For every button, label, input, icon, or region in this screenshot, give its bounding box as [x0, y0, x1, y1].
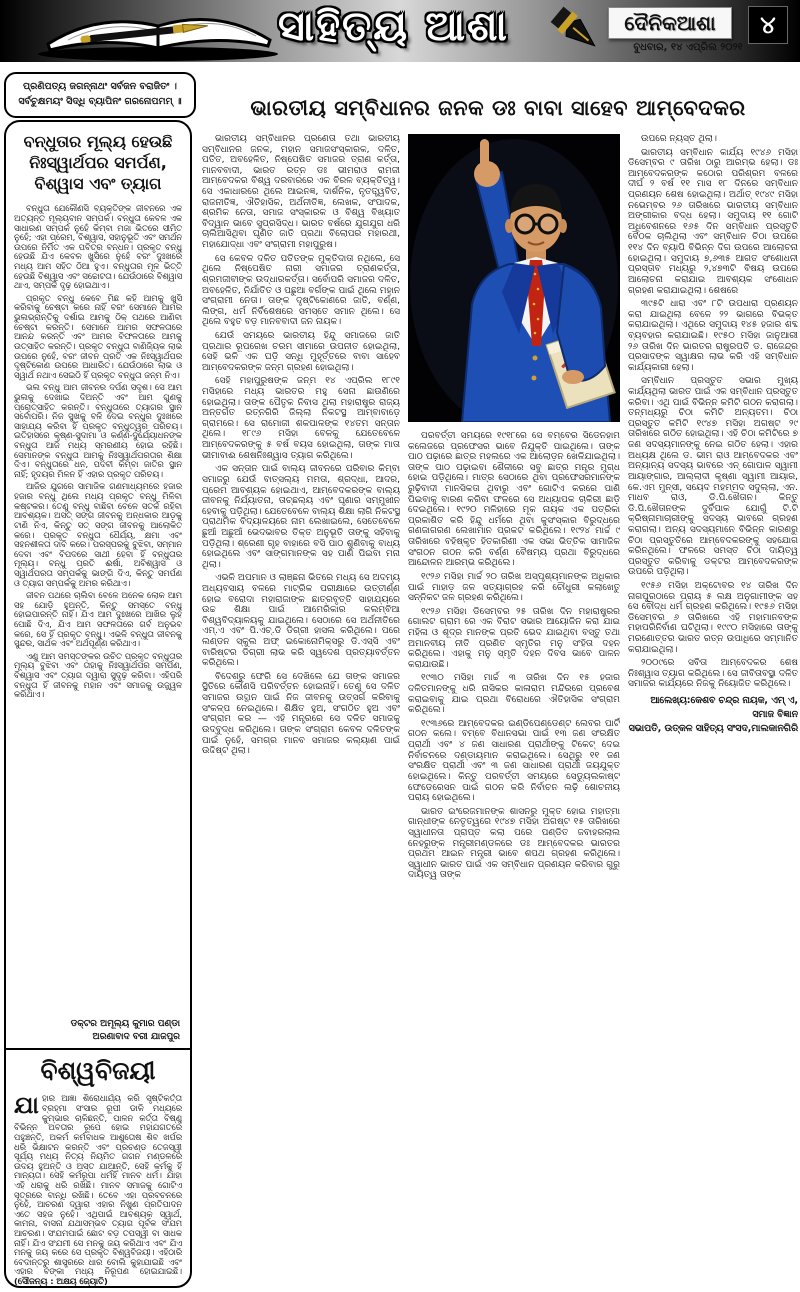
paragraph: ୧୯୨୬ ମସିହା ମାର୍ଚ୍ଚ ୨୦ ତାରିଖ ଅସ୍ପୃଶ୍ୟମାନଙ୍କ ଅଧିକାର ପାଇଁ ମାହାଡ଼ ଜଳ ସତ୍ୟାଗ୍ରହ କରି ଚୌଧୁରୀ କଲାଖେତୁ ସନ୍ନିକଟ ଜଳ ଗ୍ରହଣ କରିଥିଲେ।: [408, 571, 620, 604]
byline-author: ଆଲେଖ୍ୟ:କେଶବ ଚନ୍ଦ୍ର ନାୟକ, ଏମ୍ ଏ, ସମାଜ ବିଜ୍ଞାନ: [650, 695, 798, 721]
friendship-article-title: ବନ୍ଧୁତାର ମୂଲ୍ୟ ହେଉଛି ନିଃସ୍ୱାର୍ଥପର ସମର୍ପଣ, ବିଶ୍ୱାସ ଏବଂ ତ୍ୟାଗ: [23, 132, 173, 193]
paragraph: ଜୀବନ ପଥରେ ଚାଲିବା ବେଳେ ଅନେକ ଲୋକ ଆମ ସହ ଯୋଡ଼ି ହୁଅନ୍ତି, କିନ୍ତୁ ସମସ୍ତେ ବନ୍ଧୁ ହୋଇପାରନ୍ତି ନାହିଁ। ଯିଏ ଆମ ଦୁଃଖରେ ଆଖିର ଲୁହ ପୋଛି ଦିଏ, ଯିଏ ଆମ ସଫଳତାରେ ଗର୍ବ ଅନୁଭବ କରେ, ସେ ହିଁ ପ୍ରକୃତ ବନ୍ଧୁ। ଏଭଳି ବନ୍ଧୁତା ଜୀବନକୁ ସୁନ୍ଦର, ସାର୍ଥକ ଏବଂ ଅର୍ଥପୂର୍ଣ୍ଣ କରିଥାଏ।: [14, 590, 182, 649]
paragraph: ଏକ ସନ୍ତାନ ପାଇଁ ବାଲ୍ୟ ଜୀବନରେ ପରିବାର କିମ୍ବା ସମାଜରୁ ଯେଉଁ ବାତ୍ସଲ୍ୟ ମମତା, ଶ୍ରଦ୍ଧା, ଆଦର, ପ୍ରେମ ଆବଶ୍ୟକ ହୋଇଥାଏ, ଆମ୍ବେଦକରଙ୍କ ବାଲ୍ୟ ଜୀବନକୁ ନିର୍ଯ୍ୟାତନା, ତାଚ୍ଛଲ୍ୟ ଏବଂ ଘୃଣାର ସମ୍ମୁଖୀନ ହେବାକୁ ପଡ଼ିଥିଲା। ଯେତେବେଳେ ବାଲ୍ୟ ଶିକ୍ଷା ଲାଗି ନିକଟସ୍ଥ ପ୍ରାଥମିକ ବିଦ୍ୟାଳୟରେ ନାମ ଲେଖାଇଲେ, ସେତେବେଳେ ଛୁଆଁ ଅଛୁଆଁ ଭେଦଭାବର ତିକ୍ତ ଅନୁଭୂତି ତାଙ୍କୁ ସହିବାକୁ ପଡ଼ିଥିଲା। ଶ୍ରେଣୀ ଗୃହ ବାହାରେ ବସି ପାଠ ଶୁଣିବାକୁ ବାଧ୍ୟ ହୋଇଥିଲେ ଏବଂ ସାଙ୍ଗମାନଙ୍କ ସହ ପାଣି ପିଇବା ମନା ଥିଲା।: [202, 464, 400, 570]
invocation-verse-box: [4, 72, 196, 118]
vishwavijayi-text: ହାର ଆଜ୍ଞା ଶିରୋଧାର୍ଯ୍ୟ କରି ସୃଷ୍ଟିକର୍ତ୍ତା ବ୍ରହ୍ମା ସଂସାର ରୂପୀ ଡାଳି ମଧ୍ୟରେ କୁମ୍ଭାର ଚାଳିଛନ୍ତି, ପାଳନ କର୍ତ୍ତା ବିଷ୍ଣୁ ବିଭିନ୍ନ ଅବତାର ରୂପେ ହୋଇ ମହାଯଗତରେ ପହୁଞ୍ଚନ୍ତି, ଅକର୍ମ କର୍ମବାଧକ ଆଶୁତୋଷ ଶିବ ଖର୍ପର ଧରି ଭିକ୍ଷାଟନ କରନ୍ତି ଏବଂ ପ୍ରଚଣ୍ଡ ତେଜସ୍ୱୀ ସୂର୍ଯ୍ୟ ମଧ୍ୟ ନିତ୍ୟ ନିୟମିତ ଗଗନ ମଣ୍ଡଳରେ ଉଦୟ ହୁଅନ୍ତି ଓ ଅସ୍ତ ଯାଆନ୍ତି, ସେହି କର୍ମକୁ ହିଁ ମାନ୍ୟତା। ସେହି କର୍ମରୂପା ଧର୍ମହିଁ ମାନବ ଧର୍ମ। ଯାହା ଏହି ଧରାକୁ ଧରି ରଖିଛି। ମାନବ ସମାଜକୁ ଗୋଟିଏ ସୂତ୍ରରେ ବାନ୍ଧି ରଖିଛି। ତେବେ ଏହା ପ୍ରବଚନରେ ନୁହେଁ, ଆଚରଣ ଦ୍ୱାରା ଏହାର ନିଖୁଣ ପ୍ରତିପାଦନ ଏତେ ସହଜ ନୁହେଁ। ଏଥିପାଇଁ ଆବଶ୍ୟକ ସ୍ୱାର୍ଥ, କାମନା, ବାସନା ଯଥାସମ୍ଭବ ତ୍ୟାଗ ପୂର୍ବକ ସଂଯମ ଆଚରଣ। ସଂଯମପାଇଁ ଛୋଟ ବଡ଼ ତପସ୍ୱୀ ବା ସାଧକ ନାହିଁ। ଯିଏ ସଂଯମୀ ସେ ମନକୁ ଜୟ କରିଥାଏ ଏବଂ ଯିଏ ମନକୁ ଜୟ କରେ ସେ ପ୍ରକୃତ ବିଶ୍ୱବିଜୟୀ। ଏହିଠାରି ବେଦାନ୍ତରୁ ଶାସ୍ତ୍ରରେ ଧାର ବୋଲି କୁହାଯାଇଛି ଏବଂ ଏହାର ବଙ୍କା ମଧ୍ୟ ନିରୂପଣ ହୋଇଯାଇଛି।: [14, 1094, 182, 1277]
paragraph: ଯେଉଁ ସମୟରେ ଭାରତୀୟ ହିନ୍ଦୁ ସମାଜରେ ଜାତି ପ୍ରଥାର ରୂପରେଖ ଚରମ ସୀମାରେ ଉପନୀତ ହୋଇଥିଲା, ସେହି ଭଳି ଏକ ଘଡ଼ି ସନ୍ଧି ମୁହୂର୍ତ୍ତରେ ବାବା ସାହେବ ଆମ୍ବେଦକରଙ୍କ ଜନ୍ମ ଗ୍ରହଣ ହୋଇଥିଲା।: [202, 330, 400, 373]
article-column-1: [202, 134, 400, 1290]
drop-cap: ଯା: [14, 1094, 39, 1120]
vishwavijayi-body: [14, 1094, 182, 1288]
article-column-3: [628, 134, 798, 1290]
page-number: ୪: [748, 6, 788, 44]
paragraph: ଭଲ ବନ୍ଧୁ ଆମ ଜୀବନର ଦର୍ପଣ ସଦୃଶ। ସେ ଆମ ଭୁଲକୁ ଦେଖାଇ ଦିଅନ୍ତି ଏବଂ ଆମ ଗୁଣକୁ ପ୍ରୋତ୍ସାହିତ କରନ୍ତି। ବନ୍ଧୁତାରେ ତ୍ୟାଗର ସ୍ଥାନ ସର୍ବୋପରି। ନିଜ ସୁଖକୁ ବଳି ଦେଇ ବନ୍ଧୁର ଦୁଃଖରେ ସାହାଯ୍ୟ କରିବା ହିଁ ପ୍ରକୃତ ବନ୍ଧୁତ୍ୱର ପରିଚୟ। ଇତିହାସରେ କୃଷ୍ଣ-ସୁଦାମା ଓ କର୍ଣ୍ଣ-ଦୁର୍ଯ୍ୟୋଧନଙ୍କ ବନ୍ଧୁତା ଆଜି ମଧ୍ୟ ସ୍ମରଣୀୟ ହୋଇ ରହିଛି। ସେମାନଙ୍କ ବନ୍ଧୁତା ଆମକୁ ନିଃସ୍ୱାର୍ଥପରତାର ଶିକ୍ଷା ଦିଏ। ବନ୍ଧୁତାରେ ଧନ, ପଦବୀ କିମ୍ବା ଜାତିର ସ୍ଥାନ ନାହିଁ; ହୃଦୟର ମିଳନ ହିଁ ଏହାର ପ୍ରକୃତ ପରିଚୟ।: [14, 382, 182, 479]
edition-date: ବୁଧବାର, ୧୪ ଏପ୍ରିଲ ୨୦୨୧: [633, 42, 743, 53]
paragraph: ଉପରେ ନ୍ୟସ୍ତ ଥିଲା।: [641, 134, 717, 144]
vishwavijayi-title: ବିଶ୍ୱବିଜୟୀ: [40, 1056, 156, 1086]
paragraph: ପ୍ରକୃତ ବନ୍ଧୁ କେବେ ମିଛ କହି ଆମକୁ ଖୁସି କରିବାକୁ ଚେଷ୍ଟା କରେ ନାହିଁ ବରଂ ସେମାନେ ଆମର ଭୁଲଭ୍ରାନ୍ତିକୁ ଦର୍ଶାଇ ଆମକୁ ଠିକ୍ ପଥରେ ଆଣିବା ଚେଷ୍ଟା କରନ୍ତି। ସେମାନେ ଆମର ସଫଳତାରେ ଆନନ୍ଦ କରନ୍ତି ଏବଂ ଆମର ବିଫଳତାରେ ଆମକୁ ଉତ୍ସାହିତ କରନ୍ତି। ପ୍ରକୃତ ବନ୍ଧୁତା ବାଣିଜ୍ୟିକ ଲାଭ ଉପରେ ନୁହେଁ, ବରଂ ଜୀବନ ପ୍ରତି ଏକ ନିଃସ୍ୱାର୍ଥପର ଦୃଷ୍ଟିକୋଣ ଉପରେ ଆଧାରିତ। ଯେଉଁଠାରେ ଲାଭ ଓ ସ୍ୱାର୍ଥ ନଥାଏ ସେଇଠି ହିଁ ପ୍ରକୃତ ବନ୍ଧୁତା ଜନ୍ମ ନିଏ।: [14, 292, 182, 380]
paragraph: ବନ୍ଧୁତା ଯେକୌଣସି ବ୍ୟକ୍ତିଙ୍କ ଜୀବନରେ ଏକ ଅତ୍ୟନ୍ତ ମୂଲ୍ୟବାନ ସମ୍ପର୍କ। ବନ୍ଧୁତା କେବଳ ଏକ ସାଧାରଣ ସମ୍ପର୍କ ନୁହେଁ କିମ୍ବା ମଜା ଭିତରେ ସୀମିତ ନୁହେଁ; ଏହା ପ୍ରେମ, ବିଶ୍ୱାସ, ସହାନୁଭୂତି ଏବଂ ସମର୍ଥନ ଉପରେ ନିର୍ମିତ ଏକ ପବିତ୍ର ବନ୍ଧନ। ପ୍ରକୃତ ବନ୍ଧୁ ହେଉଛି ଯିଏ କେବଳ ଖୁସିରେ ନୁହେଁ ବରଂ ଦୁଃଖରେ ମଧ୍ୟ ଆମ ସହିତ ଠିଆ ହୁଏ। ବନ୍ଧୁତାର ମୂଳ ଭିତ୍ତି ହେଉଛି ବିଶ୍ୱାସ ଏବଂ ସଚ୍ଚୋଟତା। ଯେଉଁଠାରେ ବିଶ୍ୱାସ ଥାଏ, ସମ୍ପର୍କ ଦୃଢ଼ ହୋଇଥାଏ।: [14, 204, 182, 291]
main-article: [202, 134, 798, 1290]
friendship-article-body: [14, 204, 182, 1016]
byline-designation: ସଭାପତି, ଉତ୍କଳ ସାହିତ୍ୟ ସଂସଦ,ମାଲକାନଗିରି: [628, 722, 798, 734]
article-column-2-text: [408, 431, 620, 881]
section-title: ସାହିତ୍ୟ ଆଶା: [278, 2, 509, 50]
paragraph: ସେ କେବଳ ଦଳିତ ପତିତଙ୍କ ମୁକ୍ତିଦାତା ନଥିଲେ, ସେ ଥିଲେ ନିଷ୍ପେଷିତ ନାରୀ ସମାଜର ତ୍ରାଣକର୍ତ୍ତା, ଶ୍ରମଜୀବୀଙ୍କ ଉଦ୍ଧାରକର୍ତ୍ତା। ସର୍ବୋପରି ସମାଜର ଦଳିତ, ଅବହେଳିତ, ନିର୍ଯାତିତ ଓ ପଛୁଆ ବର୍ଗଙ୍କ ପାଇଁ ଥିଲେ ମହାନ ସଂଗ୍ରାମୀ ନେତା। ତାଙ୍କ ଦୃଷ୍ଟିକୋଣରେ ଜାତି, ବର୍ଣ୍ଣ, ଲିଙ୍ଗ, ଧର୍ମ ନିର୍ବିଶେଷରେ ସମସ୍ତେ ସମାନ ଥିଲେ। ସେ ଥିଲେ ବହୁତ ବଡ଼ ମାନବବାଦୀ ଜନ ନାୟକ।: [202, 253, 400, 328]
paragraph: ୧୯୩୬ରେ ଆମ୍ବେଦକର ଇଣ୍ଡିପେଣ୍ଡେଣ୍ଟ ଲେବର ପାର୍ଟି ଗଠନ କଲେ। ବମ୍ବେ ବିଧାନସଭା ପାଇଁ ୧୩ ଜଣ ସଂରକ୍ଷିତ ପ୍ରାର୍ଥୀ ଏବଂ ୪ ଜଣ ସାଧାରଣ ପ୍ରାର୍ଥୀଙ୍କୁ ଟିକେଟ୍ ଦେଇ ନିର୍ବାଚନରେ ଦଣ୍ଡାୟମାନ କରାଇଥିଲେ। ସେଥିରୁ ୧୧ ଜଣ ସଂରକ୍ଷିତ ପ୍ରାର୍ଥୀ ଏବଂ ୩ ଜଣ ସାଧାରଣ ପ୍ରାର୍ଥୀ ଜୟଯୁକ୍ତ ହୋଇଥିଲେ। କିନ୍ତୁ ପରବର୍ତ୍ତୀ ସମୟରେ ସେଡ୍ୟୁଲକାଷ୍ଟ ଫେଡେରେସନ ପାଇଁ ଗଠନ କରି ନିର୍ବାଚନ ଲଢ଼ି ଶୋଚନୀୟ ପରାୟ ହୋଇଥିଲେ।: [408, 718, 620, 804]
paragraph: ଭାରତୀୟ ସମ୍ବିଧାନର ପ୍ରଣେତା ତଥା ଭାରତୀୟ ସମ୍ବିଧାନର ଜନକ, ମହାନ ସମାଜସଂସ୍କାରକ, ଦଳିତ, ପତିତ, ଅବହେଳିତ, ନିଷ୍ପେଷିତ ସମାଜର ତ୍ରାଣ କର୍ତ୍ତା, ମାନବବାଦୀ, ଭାରତ ରତ୍ନ ଡଃ ଭୀମରାଓ ରାମଜୀ ଆମ୍ବେଦକର ବିଶ୍ୱ ଦରବାରରେ ଏକ ବିରଳ ବ୍ୟକ୍ତିତ୍ୱ। ସେ ଏକାଧାରରେ ଥିଲେ ଆଇନଜ୍ଞ, ଦାର୍ଶନିକ, ନୃତତ୍ତ୍ୱବିତ, ରାଜନୀତିଜ୍ଞ, ଐତିହାସିକ, ଅର୍ଥନୀତିଜ୍ଞ, ଲେଖକ, ସଂପାଦକ, ଶ୍ରମିକ ନେତା, ସମାଜ ସଂସ୍କାରକ ଓ ବିଶ୍ୱ ବିଖ୍ୟାତ ବିଦ୍ୱାନ ଭାବେ ସୁପ୍ରସିଦ୍ଧ। ଭାରତ ବର୍ଷରେ ଯୁଗଯୁଗ ଧରି ଚାଲିଆସିଥିବା ଘୃଣିତ ଜାତି ପ୍ରଥା ବିଲୋପର ମହାରଥୀ, ମହାଯୋଦ୍ଧା ଏବଂ ସଂଗ୍ରାମୀ ମହାପୁରୁଷ।: [202, 134, 400, 251]
paragraph: ଏଣୁ ଆମ ସମସ୍ତଙ୍କର ଉଚିତ ପ୍ରକୃତ ବନ୍ଧୁତାର ମୂଲ୍ୟ ବୁଝିବା ଏବଂ ତାହାକୁ ନିଃସ୍ୱାର୍ଥପର ସମର୍ପଣ, ବିଶ୍ୱାସ ଏବଂ ତ୍ୟାଗ ଦ୍ୱାରା ସୁଦୃଢ଼ କରିବା। ଏହିପରି ବନ୍ଧୁତା ହିଁ ଜୀବନକୁ ମହାନ ଏବଂ ସମାଜକୁ ଉଜ୍ଜ୍ୱଳ କରିଥାଏ।: [14, 650, 182, 700]
main-headline: ଭାରତୀୟ ସମ୍ବିଧାନର ଜନକ ଡଃ ବାବା ସାହେବ ଆମ୍ବେଦକର: [250, 96, 746, 120]
sidebar-articles-box: [4, 120, 192, 1288]
newspaper-logo: ଦୈନିକଆଶା: [608, 7, 732, 39]
paragraph: ଭାରତ ଇଂରେଜମାନଙ୍କ ଶାସନରୁ ମୁକ୍ତ ହୋଇ ମହାତ୍ମା ଗାନ୍ଧୀଙ୍କ ନେତୃତ୍ୱରେ ୧୯୪୭ ମସିହା ଅଗଷ୍ଟ ୧୫ ତାରିଖରେ ସ୍ୱାଧୀନତା ପ୍ରାପ୍ତ କଲା ପରେ ପଣ୍ଡିତ ଜବାହରଲାଲ ନେହରୁଙ୍କ ମନ୍ତ୍ରୀମଣ୍ଡଳରେ ଡଃ ଆମ୍ବେଦକର ଭାରତର ପ୍ରଥମ ଆଇନ ମନ୍ତ୍ରୀ ଭାବେ ଶପଥ ଗ୍ରହଣ କରିଥିଲେ। ସ୍ୱାଧୀନ ଭାରତ ପାଇଁ ଏକ ସମ୍ବିଧାନ ପ୍ରଣୟନ କରିବାର ଗୁରୁ ଦାୟିତ୍ୱ ତାଙ୍କ: [408, 806, 620, 881]
article-column-2: [408, 134, 620, 1290]
paragraph: ପରବର୍ତ୍ତୀ ସମୟରେ ୧୯୧୮ରେ ସେ ବମ୍ବେର ସିଡେନହାମ କଲେଜରେ ପ୍ରଫେସର ଭାବେ ନିଯୁକ୍ତି ପାଇଥିଲେ। ତାଙ୍କ ପାଠ ପଢ଼ାରେ ଛାତ୍ର ମହଲରେ ଏକ ଆଲୋଡ଼ନ ଖେଳିଯାଇଥିଲା। ତାଙ୍କ ପାଠ ପଢ଼ାଇବା ଶୈଳୀରେ ସବୁ ଛାତ୍ର ମନ୍ତ୍ର ମୁଗ୍ଧ ହୋଇ ପଡ଼ିଥିଲେ। ମାତ୍ର ସେଠାରେ ଥିବା ପ୍ରଫେସରମାନଙ୍କ ରୁଢ଼ିବାଦୀ ମାନସିକତା ଥିବାରୁ ଏବଂ ଗୋଟିଏ କରରେ ପାଣି ପିଇବାକୁ ବାରଣ କରିବା ଫଳରେ ସେ ଅଧ୍ୟାପକ ଚାକିରୀ ଛାଡ଼ି ଦେଇଥିଲେ। ୧୯୨୦ ମଳିହାରେ ମୂକ ନାୟକ ଏକ ପତ୍ରିକା ପ୍ରକାଶିତ କରି ହିନ୍ଦୁ ଧର୍ମରେ ଥିବା କୁସଂସ୍କାର ବିରୁଦ୍ଧରେ ଗଣଜାଗରଣ ଲେଖାମାନ ପ୍ରକଟ କରିଥିଲେ। ୧୯୨୪ ମାର୍ଚ୍ଚ ୯ ତାରିଖରେ ବହିଷ୍କୃତ ହିତକାରିଣୀ ଏକ ସଭା ଭିତ୍ତିକ ସାମାଜିକ ସଂଗଠନ ଗଠନ କରି ବର୍ଣ୍ଣ ବୈଷମ୍ୟ ପ୍ରଥା ବିରୁଦ୍ଧରେ ଆନ୍ଦୋଳନ ଆରମ୍ଭ କରିଥିଲେ।: [408, 431, 620, 569]
paragraph: ଏଭଳି ଅପମାନ ଓ ଲାଞ୍ଛନା ଭିତରେ ମଧ୍ୟ ସେ ଅଦମ୍ୟ ଅଧ୍ୟବସାୟ ବଳରେ ମାଟ୍ରିକ ପରୀକ୍ଷାରେ ଉତ୍ତୀର୍ଣ୍ଣ ହୋଇ ବରୋଦା ମହାରାଜାଙ୍କ ଛାତ୍ରବୃତ୍ତି ସାହାଯ୍ୟରେ ଉଚ୍ଚ ଶିକ୍ଷା ପାଇଁ ଆମେରିକାର କଲମ୍ବିଆ ବିଶ୍ୱବିଦ୍ୟାଳୟକୁ ଯାଇଥିଲେ। ସେଠାରେ ସେ ଅର୍ଥନୀତିରେ ଏମ୍.ଏ ଏବଂ ପି.ଏଚ୍.ଡି ଡିଗ୍ରୀ ହାସଲ କରିଥିଲେ। ପରେ ଲଣ୍ଡନ ସ୍କୁଲ ଅଫ୍ ଇକୋନୋମିକ୍ସରୁ ଡି.ଏସ୍ସି ଏବଂ ବାରିଷ୍ଟର ଡିଗ୍ରୀ ଲାଭ କରି ସ୍ୱଦେଶ ପ୍ରତ୍ୟାବର୍ତ୍ତନ କରିଥିଲେ।: [202, 573, 400, 669]
verse-line-2: ସର୍ବଚୁକ୍ଷମୟଂ ସିଦ୍ଧି ବ୍ୟାପିନଂ ଗରନୋପମମ୍ ॥: [18, 96, 182, 107]
paragraph: ୨୦୦୯ରେ ସବିତା ଆମ୍ବେଦକର ଶେଷ ନିଃଶ୍ୱାସ ତ୍ୟାଗ କରିଥିଲେ। ସେ ଜୀବିତାବସ୍ଥା ଦଳିତ ସମାଜର କାର୍ଯ୍ୟରେ ନିଜକୁ ନିୟୋଜିତ କରିଥିଲେ।: [628, 658, 798, 690]
paragraph: ବିଦେଶରୁ ଫେରି ସେ ଦେଖିଲେ ଯେ ତାଙ୍କ ସମାଜର ସ୍ଥିତିରେ କୌଣସି ପରିବର୍ତ୍ତନ ହୋଇନାହିଁ। ତେଣୁ ସେ ଦଳିତ ସମାଜର ଉତ୍ଥାନ ପାଇଁ ନିଜ ଜୀବନକୁ ଉତ୍ସର୍ଗ କରିବାକୁ ସଂକଳ୍ପ ନେଇଥିଲେ। ଶିକ୍ଷିତ ହୁଅ, ସଂଗଠିତ ହୁଅ ଏବଂ ସଂଗ୍ରାମ କର — ଏହି ମନ୍ତ୍ରରେ ସେ ଦଳିତ ସମାଜକୁ ଉଦ୍‌ବୁଦ୍ଧ କରିଥିଲେ। ତାଙ୍କ ସଂଗ୍ରାମ କେବଳ ଦଳିତଙ୍କ ପାଇଁ ନୁହେଁ, ସମଗ୍ର ମାନବ ସମାଜର କଲ୍ୟାଣ ପାଇଁ ଉଦ୍ଦିଷ୍ଟ ଥିଲା।: [202, 671, 400, 757]
courtesy-note: (ସୌଜନ୍ୟ : ଅକ୍ଷୟ ଜ୍ୟୋତି): [14, 1276, 108, 1287]
article-column-3-text: [628, 134, 798, 690]
open-book-pen-icon: [18, 0, 318, 62]
paragraph: ୧୯୨୬ ମସିହା ଡିସେମ୍ବର ୨୫ ତାରିଖ ଦିନ ମହାରାଷ୍ଟ୍ରର ଗୋଲଟ ଗ୍ରାମ ରେ ଏକ ବିରାଟ ସଭାର ଆୟୋଜିନ କରା ଯାଇ ମହିଳା ଓ ଶୂଦ୍ର ମାନଙ୍କ ପ୍ରତି ଭେଦ ଯାଇଥିବା ବସ୍ତୁ ତଥା ଅମାନବୀୟ ନୀତି ପ୍ରଣିତ ସ୍ମୃତିର ମନୁ ସଂହିତା ଦହନ କରିଥିଲେ। ଏହାକୁ ମନୁ ସ୍ମୃତି ଦହନ ଦିବସ ଭାବେ ପାଳନ କରାଯାଉଛି।: [408, 606, 620, 670]
author-name: ଡକ୍ଟର ଅମୂଲ୍ୟ କୁମାର ପଣ୍ଡା: [70, 1019, 180, 1030]
ambedkar-photo: [408, 134, 620, 422]
verse-line-1: ପ୍ରଣିପତ୍ୟ ଜଗନ୍ନାଥଂ ସର୍ବଜନ ବରାଜିତଂ ।: [23, 81, 177, 93]
paragraph: ୧୯୩୦ ମସିହା ମାର୍ଚ୍ଚ ୩ ତାରିଖ ଦିନ ୧୫ ହଜାର ଦଳିତମାନଙ୍କୁ ଧରି ନାସିକର କାଳାରାମ ମନ୍ଦିରରେ ପ୍ରବେଶ କରାଇବାକୁ ଯାଇ ପ୍ରଥା ବିରୋଧରେ ଐତିହାସିକ ସଂଗ୍ରାମ କରିଥିଲେ।: [408, 673, 620, 716]
masthead-banner: [0, 0, 800, 62]
friendship-article-author: [14, 1018, 180, 1044]
paragraph: ଭାରତୀୟ ସମ୍ବିଧାନ କାର୍ଯ୍ୟ ୧୯୪୬ ମସିହା ଡିସେମ୍ବର ୯ ତାରିଖ ଠାରୁ ଆରମ୍ଭ ହେଲା। ଡଃ ଆମ୍ବେଦକରଙ୍କ କଠୋର ପରିଶ୍ରମ ବଳରେ ଦୀର୍ଘ ୨ ବର୍ଷ ୧୧ ମାସ ୧୮ ଦିନରେ ସମ୍ବିଧାନ ପ୍ରଣୟନ ଶେଷ ହୋଇଥିଲା। ଅର୍ଥାତ୍ ୧୯୪୯ ମସିହା ନଭେମ୍ବର ୨୬ ତାରିଖରେ ଭାରତୀୟ ସମ୍ବିଧାନ ଅଙ୍ଗୀକାର ବଦ୍ଧ ହେଲା। ସମୁଦାୟ ୧୧ ଗୋଟି ଅଧିବେଶନରେ ୧୬୫ ଦିନ ସମ୍ବିଧାନ ପ୍ରସ୍ତୁତି ବୈଠକ ଚାଲିଥିଲା ଏବଂ ସମ୍ବିଧାନ ଚିଠା ଉପରେ ୧୧୪ ଦିନ ବ୍ୟାପି ବିଭିନ୍ନ ଦିଗ ଉପରେ ଆଲୋଚନା ହୋଇଥିଲା। ସମୁଦାୟ ୭,୬୩୫ ଆଗତ ସଂଶୋଧନୀ ପ୍ରସ୍ତାବ ମଧ୍ୟରୁ ୨,୪୭୩ଟି ବିଷୟ ଉପରେ ଆଲୋଚନା କରାଯାଇ ଆବଶ୍ୟକ ସଂଶୋଧନ ଗ୍ରହଣ କରାଯାଇଥିଲା। ଶେଷରେ: [628, 147, 798, 296]
paragraph: ଆଜିର ଯୁଗରେ ସାମାଜିକ ଗଣମାଧ୍ୟମରେ ହଜାର ହଜାର ବନ୍ଧୁ ଥିଲେ ମଧ୍ୟ ପ୍ରକୃତ ବନ୍ଧୁ ମିଳିବା କଷ୍ଟକର। ତେଣୁ ବନ୍ଧୁ ବାଛିବା ବେଳେ ସତର୍କ ରହିବା ଆବଶ୍ୟକ। ଅସତ୍ ସଙ୍ଗ ଜୀବନକୁ ଅନ୍ଧକାର ଆଡ଼କୁ ଟାଣି ନିଏ, କିନ୍ତୁ ସତ୍ ସଙ୍ଗ ଜୀବନକୁ ଆଲୋକିତ କରେ। ପ୍ରକୃତ ବନ୍ଧୁତା ଧୈର୍ଯ୍ୟ, କ୍ଷମା ଏବଂ ସହନଶୀଳତା ଦାବି କରେ। ପରସ୍ପରକୁ ବୁଝିବା, ସମ୍ମାନ ଦେବା ଏବଂ ବିପଦରେ ସାଥୀ ହେବା ହିଁ ବନ୍ଧୁତାର ମୂଲ୍ୟ। ବନ୍ଧୁ ପ୍ରତି ଈର୍ଷା, ଅବିଶ୍ୱାସ ଓ ସ୍ୱାର୍ଥପରତା ସମ୍ପର୍କକୁ ଭାଙ୍ଗି ଦିଏ, କିନ୍ତୁ ସମର୍ପଣ ଓ ତ୍ୟାଗ ସମ୍ପର୍କକୁ ଅମର କରିଥାଏ।: [14, 481, 182, 588]
main-article-byline: [628, 694, 798, 736]
pen-nib-icon: [548, 2, 606, 60]
author-place: ଅରଣାବାଦ ବରୀ ଯାଜପୁର: [92, 1032, 180, 1043]
section-divider: [6, 1048, 190, 1050]
paragraph: ସେହି ମହାପୁରୁଷଙ୍କ ଜନ୍ମ ୧୪ ଏପ୍ରିଲ ୧୮୯୧ ମସିହାରେ ମଧ୍ୟ ଭାରତର ମହୁ ସେନା ଛାଉଣିରେ ହୋଇଥିଲା। ତାଙ୍କ ପୈତୃକ ନିବାସ ଥିଲା ମହାରାଷ୍ଟ୍ର ରାଜ୍ୟ ଅନ୍ତର୍ଗତ ରତ୍ନଗିରି ଜିଲ୍ଲା ନିକଟସ୍ଥ ଆମ୍ବାବାଡ଼େ ଗ୍ରାମରେ। ସେ ରାମୋଜୀ ଶକପାଳଙ୍କ ୧୪ତମ ସନ୍ତାନ ଥିଲେ। ୧୮୯୬ ମସିହା ବେଳକୁ ଯେତେବେଳେ ଆମ୍ବେଦକରଙ୍କୁ ୫ ବର୍ଷ ବୟସ ହୋଇଥିଲା, ତାଙ୍କ ମାତା ଭୀମାବାଈ ଶେଷନିଃଶ୍ୱାସ ତ୍ୟାଗ କରିଥିଲେ।: [202, 376, 400, 461]
paragraph: ୩୯୫ଟି ଧାରା ଏବଂ ୮ଟି ଉପଧାରା ପ୍ରଣୟନ କରା ଯାଇଥିଲା ବେଳେ ୨୨ ଭାଗରେ ବିଭକ୍ତ କରାଯାଇଥିଲା। ଏଥିରେ ସମୁଦାୟ ୧୪୫ ହଜାର ଶବ୍ଦ ବ୍ୟବହାର କରାଯାଇଛି। ୧୯୫୦ ମସିହା ଜାନୁଆରୀ ୨୬ ତାରିଖ ଦିନ ଭାରତର ରାଷ୍ଟ୍ରପତି ଡ. ରାଜେନ୍ଦ୍ର ପ୍ରସାଦଙ୍କ ସ୍ୱାକ୍ଷର ଲାଭ କରି ଏହି ସମ୍ବିଧାନ କାର୍ଯ୍ୟକାରୀ ହେଲା।: [628, 299, 798, 373]
paragraph: ୧୯୫୬ ମସିହା ଅକ୍ଟୋବର ୧୪ ତାରିଖ ଦିନ ନାଗପୁରଠାରେ ପ୍ରାୟ ୫ ଲକ୍ଷ ଅନୁଗାମୀଙ୍କ ସହ ସେ ବୌଦ୍ଧ ଧର୍ମ ଗ୍ରହଣ କରିଥିଲେ। ୧୯୫୬ ମସିହା ଡିସେମ୍ବର ୬ ତାରିଖରେ ଏହି ମହାମାନବଙ୍କ ମହାପରିନିର୍ବାଣ ଘଟିଥିଲା। ୧୯୯୦ ମସିହାରେ ତାଙ୍କୁ ମରଣୋତ୍ତର ଭାରତ ରତ୍ନ ଉପାଧିରେ ସମ୍ମାନିତ କରାଯାଇଥିଲା।: [628, 580, 798, 655]
paragraph: ସମ୍ବିଧାନ ପ୍ରସ୍ତୁତ ସଭାର ମୁଖ୍ୟ କାର୍ଯ୍ୟଥିଲା ଭାରତ ପାଇଁ ଏକ ସମ୍ବିଧାନ ପ୍ରସ୍ତୁତ କରିବା। ଏଥି ପାଇଁ ବିଭିନ୍ନ କମିଟି ଗଠନ କରାଗଲା। ତନ୍ମଧ୍ୟରୁ ଚିଠା କମିଟି ଅନ୍ୟତମ। ଚିଠା ପ୍ରସ୍ତୁତ କମିଟି ୧୯୪୭ ମସିହା ଅଗଷ୍ଟ ୨୯ ତାରିଖରେ ଗଠିତ ହୋଇଥିଲା। ଏହି ଚିଠା କମିଟିରେ ୭ ଜଣ ସଦସ୍ୟମାନଙ୍କୁ ନେଇ ଗଠିତ ହେଲା। ଏହାର ଅଧ୍ୟକ୍ଷ ଥିଲେ ଡ. ଭୀମ ରାଓ ଆମ୍ବେଦକର ଏବଂ ଅନ୍ୟାନ୍ୟ ସଦସ୍ୟ ଭାବରେ ଏନ୍ ଗୋପାଳ ସ୍ୱାମୀ ଆୟାଙ୍ଗାର, ଆଲ୍ଲାଦୀ କୃଷ୍ଣା ସ୍ୱାମୀ ଆୟାର, କେ.ଏମ ମୁନ୍ସୀ, ସୟେଦ ମହମ୍ମଦ ସଦୁଲ୍ଲା, ଏନ. ମାଧବ ରାଓ, ଡି.ପି.ଖୈତାନ। କିନ୍ତୁ ଡି.ପି.ଖୈତାନଙ୍କ ଦୁର୍ବିପାକ ଯୋଗୁଁ ଟି.ଟି କ୍ରିଷ୍ନାମାଚାରୀଙ୍କୁ ସଦସ୍ୟ ଭାବରେ ଗ୍ରହଣ କରାଗଲା। ଅନ୍ୟ ସଦସ୍ୟମାନେ ବିଭିନ୍ନ କାରଣରୁ ଚିଠା ପ୍ରସ୍ତୁତିରେ ଆମ୍ବେଦକରଙ୍କୁ ସହଯୋଗ କରିନଥିଲେ। ଫଳରେ ସମସ୍ତ ଚିଠା ଦାୟିତ୍ୱ ପ୍ରସ୍ତୁତ କରିବାକୁ ଡକ୍ଟର ଆମ୍ବେଦକରଙ୍କ ଉପରେ ପଡ଼ିଥିଲା।: [628, 376, 798, 578]
